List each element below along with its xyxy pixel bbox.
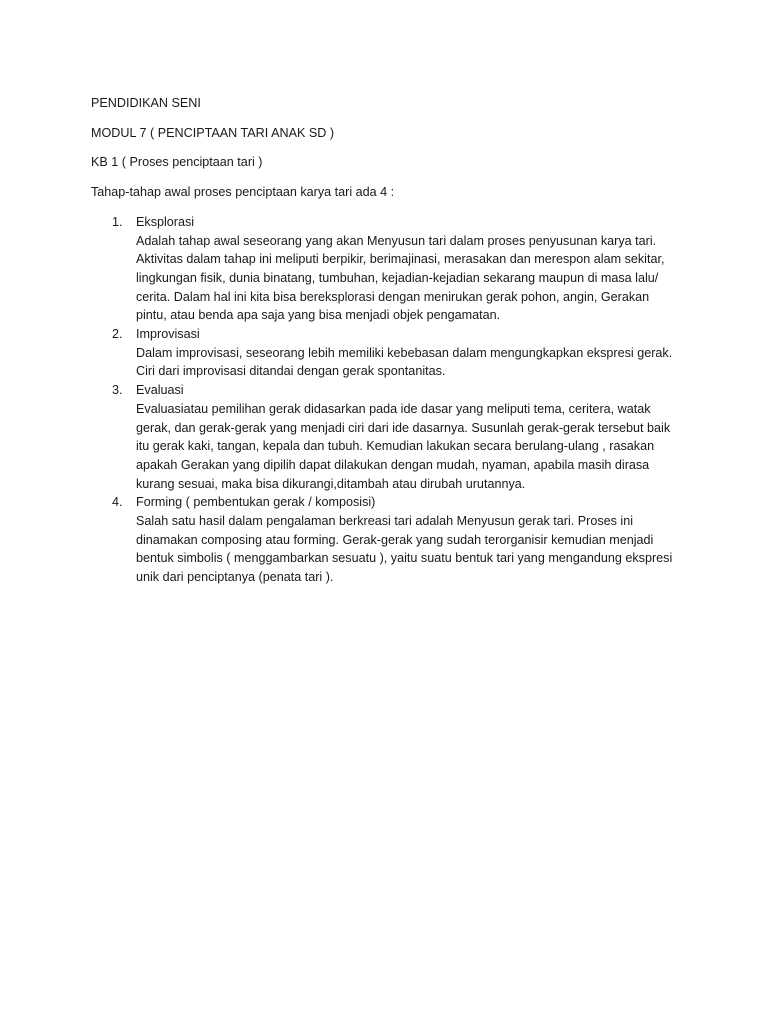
list-item-title: Forming ( pembentukan gerak / komposisi): [136, 495, 376, 510]
list-item-text-line: bentuk simbolis ( menggambarkan sesuatu ), yaitu suatu bentuk tari yang mengandung ekspresi: [136, 551, 673, 566]
module-heading: MODUL 7 ( PENCIPTAAN TARI ANAK SD ): [91, 125, 335, 140]
list-item-text-line: cerita. Dalam hal ini kita bisa bereksplorasi dengan menirukan gerak pohon, angin, Gerakan: [136, 289, 650, 304]
list-item-text-line: apakah Gerakan yang dipilih dapat dilakukan dengan mudah, nyaman, apabila masih dirasa: [136, 457, 650, 472]
list-item: [91, 493, 691, 587]
list-item-text-line: unik dari penciptanya (penata tari ).: [136, 570, 334, 585]
list-item-number: 1.: [112, 214, 123, 229]
list-item: [91, 213, 691, 325]
list-item-text-line: Ciri dari improvisasi ditandai dengan gerak spontanitas.: [136, 364, 446, 379]
document-page: [91, 94, 691, 587]
list-item-title: Evaluasi: [136, 383, 184, 398]
kb-heading: KB 1 ( Proses penciptaan tari ): [91, 155, 263, 170]
stage-list: [91, 213, 691, 587]
list-item-number: 3.: [112, 383, 123, 398]
list-item-number: 4.: [112, 495, 123, 510]
list-item: [91, 381, 691, 493]
list-item-text-line: Aktivitas dalam tahap ini meliputi berpikir, berimajinasi, merasakan dan merespon alam sekitar,: [136, 252, 665, 267]
list-item-text-line: gerak, dan gerak-gerak yang menjadi ciri dari ide dasarnya. Susunlah gerak-gerak tersebut baik: [136, 420, 671, 435]
list-item-title: Improvisasi: [136, 327, 200, 342]
list-item-text-line: Adalah tahap awal seseorang yang akan Menyusun tari dalam proses penyusunan karya tari.: [136, 233, 657, 248]
list-item: [91, 325, 691, 381]
list-item-text-line: dinamakan composing atau forming. Gerak-gerak yang sudah terorganisir kemudian menjadi: [136, 532, 654, 547]
list-item-text-line: Evaluasiatau pemilihan gerak didasarkan pada ide dasar yang meliputi tema, ceritera, watak: [136, 401, 651, 416]
intro-paragraph: Tahap-tahap awal proses penciptaan karya tari ada 4 :: [91, 185, 395, 200]
list-item-text-line: itu gerak kaki, tangan, kepala dan tubuh. Kemudian lakukan secara berulang-ulang , rasakan: [136, 439, 655, 454]
list-item-text-line: pintu, atau benda apa saja yang bisa menjadi objek pengamatan.: [136, 308, 501, 323]
list-item-text-line: Salah satu hasil dalam pengalaman berkreasi tari adalah Menyusun gerak tari. Proses ini: [136, 514, 634, 529]
list-item-text-line: lingkungan fisik, dunia binatang, tumbuhan, kejadian-kejadian sekarang maupun di masa lalu/: [136, 270, 659, 285]
list-item-title: Eksplorasi: [136, 214, 195, 229]
list-item-number: 2.: [112, 327, 123, 342]
subject-heading: PENDIDIKAN SENI: [91, 96, 201, 110]
list-item-text-line: kurang sesuai, maka bisa dikurangi,ditambah atau dirubah urutannya.: [136, 476, 526, 491]
list-item-text-line: Dalam improvisasi, seseorang lebih memiliki kebebasan dalam mengungkapkan ekspresi gerak.: [136, 345, 673, 360]
